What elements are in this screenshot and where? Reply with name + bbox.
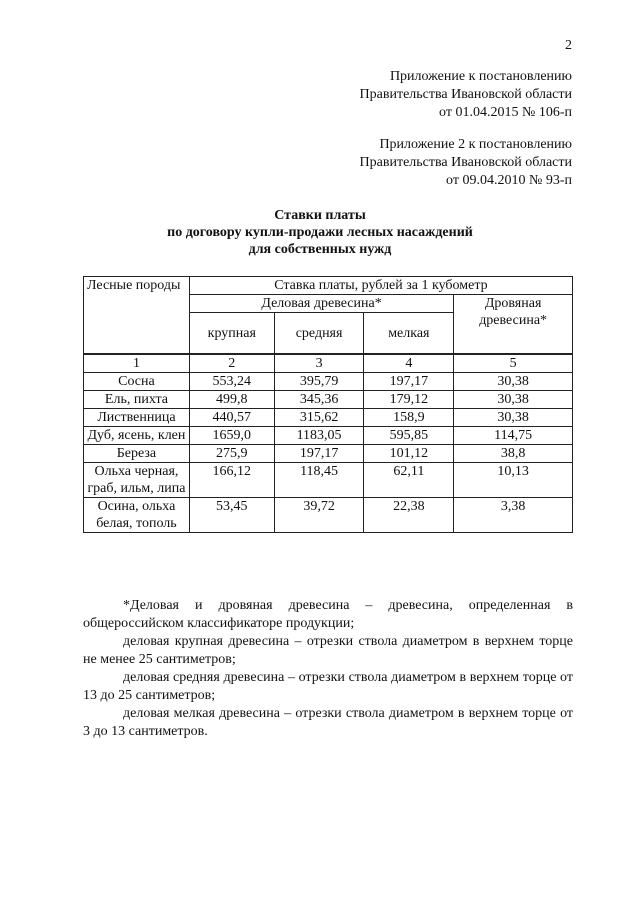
footnote-paragraph: деловая средняя древесина – отрезки ствола диаметром в верхнем торце от 13 до 25 сантиметров; — [83, 670, 573, 703]
appendix-reference-2 — [360, 136, 572, 190]
header-business-wood: Деловая древесина* — [189, 295, 453, 313]
firewood-rate-cell: 30,38 — [454, 409, 573, 427]
species-cell: Береза — [84, 445, 190, 463]
header-rate: Ставка платы, рублей за 1 кубометр — [189, 277, 572, 295]
rates-table — [83, 276, 573, 533]
firewood-rate-cell: 10,13 — [454, 463, 573, 498]
appendix-reference-1 — [360, 68, 572, 122]
large-rate-cell: 275,9 — [189, 445, 274, 463]
firewood-rate-cell: 30,38 — [454, 391, 573, 409]
table-header-row-1 — [84, 277, 573, 295]
column-number: 4 — [364, 354, 454, 373]
page-number: 2 — [565, 38, 572, 53]
small-rate-cell: 179,12 — [364, 391, 454, 409]
table-row — [84, 498, 573, 533]
title-line-1: Ставки платы — [274, 208, 366, 223]
firewood-rate-cell: 38,8 — [454, 445, 573, 463]
medium-rate-cell: 315,62 — [274, 409, 364, 427]
species-cell: Ольха черная, граб, ильм, липа — [84, 463, 190, 498]
firewood-rate-cell: 30,38 — [454, 373, 573, 391]
column-number-row — [84, 354, 573, 373]
title-line-2: по договору купли-продажи лесных насаждений — [167, 225, 473, 240]
footnote-paragraph: *Деловая и дровяная древесина – древесина, определенная в общероссийском классификаторе продукции; — [83, 598, 573, 631]
table-row — [84, 391, 573, 409]
large-rate-cell: 53,45 — [189, 498, 274, 533]
appendix-2-line-1: Приложение 2 к постановлению — [379, 137, 572, 152]
species-cell: Лиственница — [84, 409, 190, 427]
column-number: 1 — [84, 354, 190, 373]
medium-rate-cell: 39,72 — [274, 498, 364, 533]
large-rate-cell: 440,57 — [189, 409, 274, 427]
footnotes — [83, 597, 573, 741]
footnote-paragraph: деловая мелкая древесина – отрезки ствола диаметром в верхнем торце от 3 до 13 сантиметров. — [83, 706, 573, 739]
table-row — [84, 409, 573, 427]
small-rate-cell: 62,11 — [364, 463, 454, 498]
header-firewood: Дровяная древесина* — [454, 295, 573, 355]
table-row — [84, 445, 573, 463]
medium-rate-cell: 1183,05 — [274, 427, 364, 445]
appendix-1-line-2: Правительства Ивановской области — [359, 87, 572, 102]
firewood-rate-cell: 3,38 — [454, 498, 573, 533]
small-rate-cell: 22,38 — [364, 498, 454, 533]
large-rate-cell: 553,24 — [189, 373, 274, 391]
small-rate-cell: 197,17 — [364, 373, 454, 391]
header-small: мелкая — [364, 313, 454, 355]
column-number: 3 — [274, 354, 364, 373]
header-species: Лесные породы — [84, 277, 190, 355]
document-title — [0, 207, 640, 258]
small-rate-cell: 101,12 — [364, 445, 454, 463]
species-cell: Дуб, ясень, клен — [84, 427, 190, 445]
title-line-3: для собственных нужд — [248, 242, 392, 257]
medium-rate-cell: 345,36 — [274, 391, 364, 409]
column-number: 2 — [189, 354, 274, 373]
large-rate-cell: 499,8 — [189, 391, 274, 409]
appendix-1-line-1: Приложение к постановлению — [389, 69, 572, 84]
appendix-2-line-2: Правительства Ивановской области — [359, 155, 572, 170]
medium-rate-cell: 197,17 — [274, 445, 364, 463]
species-cell: Ель, пихта — [84, 391, 190, 409]
table-row — [84, 463, 573, 498]
table-row — [84, 427, 573, 445]
table-row — [84, 373, 573, 391]
header-large: крупная — [189, 313, 274, 355]
small-rate-cell: 158,9 — [364, 409, 454, 427]
column-number: 5 — [454, 354, 573, 373]
large-rate-cell: 1659,0 — [189, 427, 274, 445]
large-rate-cell: 166,12 — [189, 463, 274, 498]
medium-rate-cell: 118,45 — [274, 463, 364, 498]
firewood-rate-cell: 114,75 — [454, 427, 573, 445]
footnote-paragraph: деловая крупная древесина – отрезки ствола диаметром в верхнем торце не менее 25 сантиметров; — [83, 634, 573, 667]
header-medium: средняя — [274, 313, 364, 355]
small-rate-cell: 595,85 — [364, 427, 454, 445]
species-cell: Осина, ольха белая, тополь — [84, 498, 190, 533]
appendix-2-line-3: от 09.04.2010 № 93-п — [446, 173, 572, 188]
appendix-1-line-3: от 01.04.2015 № 106-п — [439, 105, 572, 120]
medium-rate-cell: 395,79 — [274, 373, 364, 391]
species-cell: Сосна — [84, 373, 190, 391]
